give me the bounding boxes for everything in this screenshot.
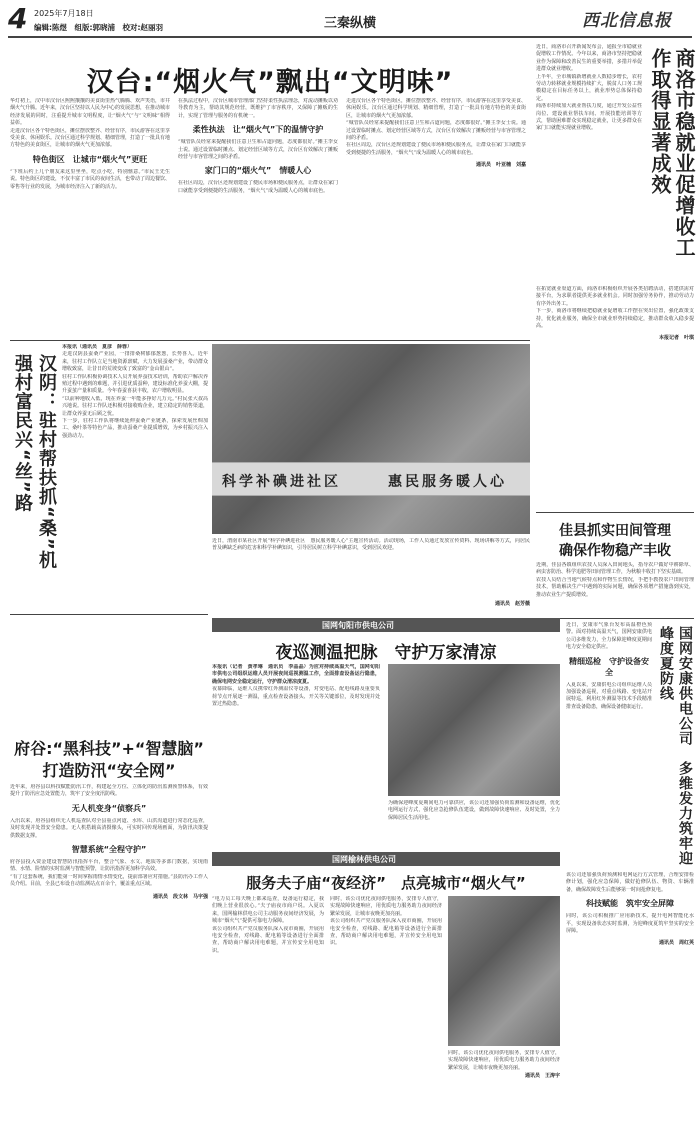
- fugu-body: [10, 784, 208, 1129]
- newspaper-logo: 西北信息报: [582, 11, 672, 31]
- yulin-para3-cont: 同时，该公司优化夜间供电服务，安排专人值守，实现故障快速响应，用优质电力服务助力夜间经济繁荣发展，让城市夜晚更加亮丽。: [448, 1050, 560, 1071]
- ankang-vertical-title: 国网安康供电公司 多维发力筑牢迎峰度夏防线: [658, 626, 693, 866]
- shangluo-para5: 下一步，商洛市将继续把稳就业促增收工作摆在突出位置，强化政策支持，优化就业服务，确保全市就业形势持续稳定，推动群众收入稳步提高。: [536, 308, 694, 330]
- yulin-label-bar: [212, 852, 560, 866]
- yulin-label: 国网榆林供电公司: [332, 855, 396, 864]
- ankang-para4: 同时，该公司积极推广应用新技术，提升电网智能化水平，实现设备状态实时监测，为迎峰度夏筑牢坚实的安全屏障。: [566, 913, 694, 935]
- xunyang-col2: [388, 800, 560, 848]
- banner-article: [212, 344, 530, 612]
- ankang-byline: 通讯员 周红英: [658, 940, 694, 947]
- hanyin-para4: 下一步，驻村工作队将继续延伸蚕桑产业链条，探索发展丝绸加工、桑叶茶等特色产品，推动蚕桑产业提质增效，为乡村振兴注入强劲动力。: [62, 418, 208, 439]
- hanzhong-subhead1: 特色街区 让城市“烟火气”更旺: [32, 154, 148, 164]
- hanzhong-para6-cont: 在社区周边，汉台区还规划建设了便民市场和便民服务点，让群众在家门口就能享受到便捷的生活服务，“烟火气”成为温暖人心的城市底色。: [346, 142, 526, 156]
- hanzhong-headline: 汉台:“烟火气”飘出“文明味”: [86, 67, 454, 98]
- divider-middle: [10, 614, 208, 615]
- jiaxian-para1: 近期，佳县各镇组织农技人员深入田间地头，指导农户做好中耕除草、病虫害防治、科学追肥等田间管理工作，为秋粮丰收打下坚实基础。: [536, 562, 694, 576]
- ankang-article: [566, 622, 694, 1134]
- hanzhong-para3: “下班后约上几个朋友来这里坐坐，吃点小吃，特别惬意。”市民王先生说。特色街区的建设，不仅丰富了市民的夜间生活，也带动了周边餐饮、零售等行业的发展，为城市经济注入了新的活力。: [10, 168, 170, 190]
- fugu-byline: 通讯员 段文林 马宇强: [152, 893, 208, 900]
- xunyang-label-bar: [212, 618, 560, 632]
- hanzhong-col2: [178, 98, 338, 334]
- hanzhong-subhead3: 家门口的“烟火气” 情暖人心: [204, 166, 312, 176]
- xunyang-headline: 夜巡测温把脉 守护万家清凉: [275, 643, 497, 663]
- shangluo-para1: 近日，商洛市召开新闻发布会，通报全市稳就业促增收工作情况。今年以来，商洛市坚持把稳就业作为保障和改善民生的重要举措，多措并举促进群众就业增收。: [536, 44, 642, 73]
- yulin-headline: 服务夫子庙“夜经济” 点亮城市“烟火气”: [246, 874, 526, 892]
- xunyang-col1: [212, 664, 380, 848]
- jiaxian-headline2: 确保作物稳产丰收: [559, 543, 671, 559]
- hanyin-para1: 走进汉阴县蚕桑产业园，一排排桑树郁郁葱葱，长势喜人。近年来，驻村工作队立足当地资源禀赋，大力发展蚕桑产业，带动群众增收致富，让昔日的荒坡变成了致富的“金山银山”。: [62, 351, 208, 373]
- event-banner: [212, 462, 530, 496]
- yulin-col3: [448, 1050, 560, 1128]
- divider-right-1: [536, 512, 694, 513]
- xunyang-photo: [388, 664, 560, 796]
- fugu-para2: 入汛以来，府谷县组织无人机巡查队对全县重点河道、水库、山洪沟道进行常态化巡查，及时发现并处置安全隐患。无人机搭载高清摄像头，可实时回传现场画面，为防汛决策提供数据支撑。: [10, 817, 208, 839]
- hanzhong-para5-cont: “城管队员经常来提醒我们注意卫生和占道问题，态度都很好。”摊主李女士说。通过设置临时摊点、划定经营区域等方式，汉台区有效解决了摊贩经营与市容管理之间的矛盾。: [346, 120, 526, 142]
- ankang-para3: 该公司还加强负荷预测和电网运行方式管理，合理安排检修计划，强化应急保障，做好抢修队伍、物资、车辆准备，确保故障发生后能够第一时间抢修复电。: [566, 872, 694, 893]
- fugu-para4: “有了这套系统，我们能第一时间掌握雨情水情变化，提前部署应对措施。”县防汛办工作人员介绍。目前，全县已布设自动监测站点百余个，覆盖重点区域。: [10, 873, 208, 888]
- shangluo-para4: 在拓宽就业渠道方面，商洛市积极组织开展各类招聘活动，搭建供需对接平台，为求职者提供更多就业机会。同时加强劳务协作，推动劳动力有序外出务工。: [536, 286, 694, 307]
- hanzhong-para6: 在社区周边，汉台区还规划建设了便民市场和便民服务点，让群众在家门口就能享受到便捷的生活服务，“烟火气”成为温暖人心的城市底色。: [178, 180, 338, 194]
- ankang-para2: 入夏以来，安康供电公司组织运维人员加强设备巡视，对重点线路、变电站开展特巡，利用红外测温等技术手段精准排查设备隐患，确保设备健康运行。: [566, 681, 652, 710]
- hanzhong-article: [10, 40, 530, 340]
- banner-slogan-right: 惠民服务暖人心: [388, 474, 507, 490]
- ankang-col-top: [566, 622, 652, 868]
- issue-date: 2025年7月18日: [34, 9, 94, 18]
- section-title: 三秦纵横: [323, 16, 376, 31]
- hanzhong-para5: “城管队员经常来提醒我们注意卫生和占道问题，态度都很好。”摊主李女士说。通过设置临时摊点、划定经营区域等方式，汉台区有效解决了摊贩经营与市容管理之间的矛盾。: [178, 139, 338, 161]
- shangluo-para2: 上半年，全市城镇新增就业人数稳步增长，农村劳动力转移就业规模持续扩大，脱贫人口务工规模稳定在目标任务以上，就业形势总体保持稳定。: [536, 73, 642, 102]
- ankang-para1: 近日，安康市气象台发布高温橙色预警。面对持续高温天气，国网安康供电公司多维发力，全力保障迎峰度夏期间电力安全稳定供应。: [566, 622, 652, 651]
- fugu-headline2: 打造防汛“安全网”: [42, 761, 176, 780]
- hanzhong-byline: 通讯员 叶亚楠 刘嘉: [475, 162, 526, 169]
- shangluo-para3: 商洛市持续加大就业帮扶力度，通过开发公益性岗位、建设就业帮扶车间、开展技能培训等方式，帮助困难群众实现稳定就业，让更多群众在家门口就能实现就业增收。: [536, 103, 642, 132]
- fugu-para1: 近年来，府谷县以科技赋能防汛工作，构建起全方位、立体化的防汛监测预警体系，有效提升了防汛应急处置能力，筑牢了安全度汛防线。: [10, 784, 208, 798]
- banner-slogan-left: 科学补碘进社区: [222, 474, 341, 490]
- ankang-subhead1: 精细巡检 守护设备安全: [569, 656, 649, 677]
- yulin-col2: [330, 896, 442, 1128]
- fugu-article: [10, 618, 208, 1134]
- hanyin-vertical-title: 汉阴：驻村帮扶抓“桑”机 强村富民兴“丝”路: [12, 354, 57, 589]
- shangluo-col-bottom: [536, 286, 694, 510]
- shangluo-byline: 本报记者 叶琪: [658, 335, 694, 342]
- hanyin-para2: 驻村工作队积极协调技术人员开展养蚕技术培训，帮助农户解决养殖过程中遇到的难题，并引进优质蚕种，建设标准化养蚕大棚，提升蚕茧产量和质量。今年春蚕喜获丰收，农户增收明显。: [62, 373, 208, 395]
- yulin-para3: 同时，该公司优化夜间供电服务，安排专人值守，实现故障快速响应，用优质电力服务助力夜间经济繁荣发展，让城市夜晚更加亮丽。: [330, 896, 442, 917]
- fugu-subhead2: 智慧系统“全程守护”: [71, 845, 147, 855]
- xunyang-para3: 为确保迎峰度夏期间电力可靠供应，该公司还加强负荷监测和设备运维，优化电网运行方式，强化应急抢修队伍建设，做到故障快速响应、及时处置，全力保障居民生活用电。: [388, 800, 560, 821]
- jiaxian-article: [536, 516, 694, 616]
- hanzhong-para1: 华灯初上，汉中市汉台区熙熙攘攘的美食街里热气腾腾、欢声笑语，市井烟火气升腾。近年来，汉台区坚持以人民为中心的发展思想，在推动城市经济发展的同时，注重提升城市文明程度，让“烟火气”与“文明味”相得益彰。: [10, 98, 170, 127]
- ankang-col-bottom: [566, 872, 694, 1134]
- yulin-col1: [212, 896, 324, 1128]
- hanzhong-para1-cont: 走进汉台区各个特色街区，摊位摆放整齐、经营有序，市民游客在这里享受美食、休闲娱乐。汉台区通过科学规划、精细管理，打造了一批具有地方特色的美食街区，让城市的烟火气更加浓郁。: [346, 98, 526, 119]
- yulin-para1: “电力员工每天晚上都来巡查，设备运行稳定，我们晚上营业很放心。”夫子庙夜市商户说。入夏以来，国网榆林供电公司主动服务夜间经济发展，为城市“烟火气”提供可靠电力保障。: [212, 896, 324, 925]
- yulin-article: [212, 852, 560, 1132]
- banner-caption: 近日，渭南市某社区开展“科学补碘进社区 惠民服务暖人心”主题宣传活动。活动现场，工作人员通过发放宣传资料、现场讲解等方式，向居民普及碘缺乏病的危害和科学补碘知识，引导居民树立科学补碘意识，受到居民欢迎。: [212, 538, 530, 552]
- yulin-para2-cont: 该公司组织共产党员服务队深入夜市商圈，开展用电安全检查，对线路、配电箱等设备进行全面排查，帮助商户解决用电难题，并宣传安全用电知识。: [330, 918, 442, 947]
- hanzhong-para4: 在执法过程中，汉台区城市管理部门坚持柔性执法理念，对流动摊贩以劝导教育为主，帮助其规范经营，既维护了市容秩序，又保障了摊贩的生计，实现了管理与服务的有机统一。: [178, 98, 338, 119]
- header-rule: [8, 36, 692, 38]
- hanyin-article: [10, 344, 208, 612]
- xunyang-para2: 夜幕降临，运维人员携带红外测温仪等设备，对变电站、配电线路及重要负荷节点开展逐一测温，重点检查设备接头、开关等关键部位，及时发现并处置过热隐患。: [212, 686, 380, 708]
- page-number: 4: [8, 2, 28, 35]
- hanzhong-para2: 走进汉台区各个特色街区，摊位摆放整齐、经营有序，市民游客在这里享受美食、休闲娱乐。汉台区通过科学规划、精细管理，打造了一批具有地方特色的美食街区，让城市的烟火气更加浓郁。: [10, 127, 170, 149]
- event-photo: [212, 344, 530, 534]
- fugu-para3: 府谷县投入资金建设智慧防汛指挥平台，整合气象、水文、地质等多部门数据，实现雨情、水情、险情的实时监测与智能预警，让防汛指挥更加科学高效。: [10, 859, 208, 873]
- jiaxian-para2: 农技人员结合当地气候特点和作物生长情况，手把手教授农户田间管理技术，帮助解决生产中遇到的实际问题，确保各项增产措施落到实处，推动农业生产提质增效。: [536, 576, 694, 598]
- yulin-photo: [448, 896, 560, 1046]
- page-header: [0, 0, 700, 40]
- yulin-byline: 通讯员 王涛宇: [524, 1073, 560, 1080]
- shangluo-col-top: [536, 44, 642, 284]
- jiaxian-headline: 佳县抓实田间管理: [559, 523, 671, 539]
- xunyang-label: 国网旬阳市供电公司: [322, 621, 394, 630]
- fugu-subhead1: 无人机变身“侦察兵”: [71, 803, 147, 813]
- hanyin-para3: “以前种地收入低，现在养蚕一年能多挣好几万元。”村民张大叔高兴地说。驻村工作队还积极对接收购企业，建立稳定的销售渠道，让群众养蚕无后顾之忧。: [62, 395, 208, 417]
- yulin-para2: 该公司组织共产党员服务队深入夜市商圈，开展用电安全检查，对线路、配电箱等设备进行全面排查，帮助商户解决用电难题，并宣传安全用电知识。: [212, 925, 324, 954]
- hanzhong-col3: [346, 98, 526, 334]
- xunyang-para1: 本报讯（记者 黄孝琳 通讯员 李晶晶）为应对持续高温天气，国网旬阳市供电公司组织运维人员开展夜间巡视测温工作，全面排查设备运行隐患，确保电网安全稳定运行，守护群众清凉度夏。: [212, 664, 380, 685]
- shangluo-vertical-title: 商洛市稳就业促增收工作取得显著成效: [648, 48, 696, 258]
- shangluo-article: [536, 40, 694, 510]
- hanyin-byline: 本报讯（通讯员 夏彦 薛蓉）: [62, 344, 133, 350]
- jiaxian-body: [536, 562, 694, 616]
- divider-top: [10, 340, 530, 341]
- hanzhong-col1: [10, 98, 170, 334]
- editor-credits: 编辑:陈煜 组版:郭晓浦 校对:赵丽羽: [34, 23, 163, 32]
- fugu-headline: 府谷:“黑科技”+“智慧脑”: [14, 739, 204, 758]
- hanzhong-subhead2: 柔性执法 让“烟火气”下的温情守护: [192, 125, 324, 135]
- hanyin-body: [62, 344, 208, 610]
- banner-credit: 通讯员 赵芳薇: [494, 601, 530, 607]
- xunyang-article: [212, 618, 560, 850]
- ankang-subhead2: 科技赋能 筑牢安全屏障: [586, 899, 674, 909]
